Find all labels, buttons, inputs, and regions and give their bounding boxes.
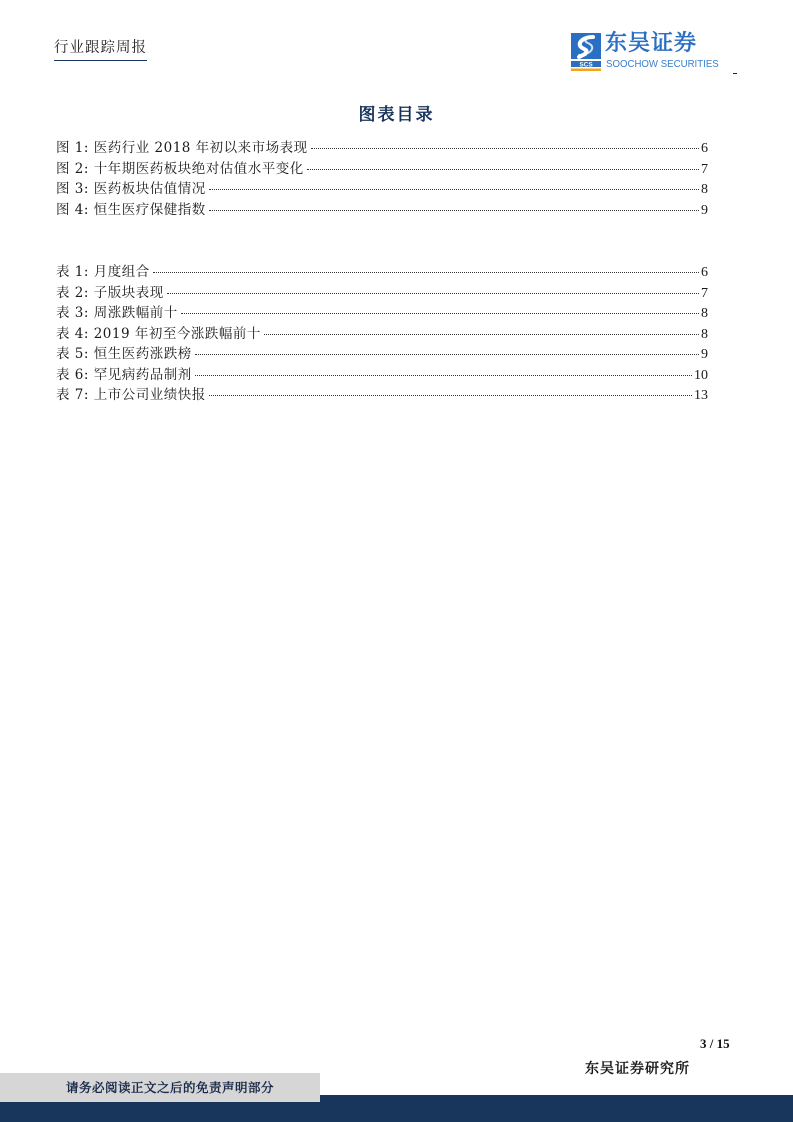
toc-entry-page: 8 [701,182,708,197]
svg-text:SCS: SCS [579,61,593,69]
toc-entry-figure-1[interactable] [56,138,708,159]
page-number: 3 / 15 [700,1036,730,1051]
logo-name-cn: 东吴证券 [605,31,698,56]
toc-entry-label: 表 2: 子版块表现 [56,284,164,301]
disclaimer-box [0,1073,320,1102]
scs-logo-icon [571,33,601,73]
toc-entry-label: 表 6: 罕见病药品制剂 [56,366,192,383]
toc-entry-label: 图 1: 医药行业 2018 年初以来市场表现 [56,140,308,156]
report-type-label: 行业跟踪周报 [54,38,147,61]
toc-entry-table-4[interactable] [56,324,708,345]
logo-name-en: SOOCHOW SECURITIES [606,58,719,70]
dot-leader [209,210,699,211]
company-logo [571,33,741,73]
toc-entry-page: 8 [701,326,708,342]
dot-leader [307,169,699,170]
toc-entry-table-7[interactable] [56,385,708,406]
dot-leader [195,354,699,355]
dot-leader [167,293,699,294]
disclaimer-text: 请务必阅读正文之后的免责声明部分 [66,1080,275,1095]
toc-entry-label: 表 3: 周涨跌幅前十 [56,305,178,321]
toc-entry-table-2[interactable] [56,283,708,304]
toc-entry-page: 7 [701,161,708,177]
dot-leader [209,189,699,190]
toc-entry-page: 6 [701,265,708,280]
table-list [56,262,708,406]
toc-entry-label: 图 4: 恒生医疗保健指数 [56,201,206,218]
toc-entry-label: 表 4: 2019 年初至今涨跌幅前十 [56,325,261,342]
toc-title: 图表目录 [358,105,435,125]
toc-entry-figure-3[interactable] [56,179,708,200]
toc-entry-label: 表 7: 上市公司业绩快报 [56,387,206,403]
toc-entry-page: 8 [701,306,708,321]
toc-entry-page: 9 [701,202,708,218]
dot-leader [195,375,692,376]
dot-leader [153,272,699,273]
toc-entry-figure-4[interactable] [56,200,708,221]
toc-entry-table-5[interactable] [56,344,708,365]
toc-entry-label: 表 5: 恒生医药涨跌榜 [56,346,192,362]
toc-entry-table-6[interactable] [56,365,708,386]
toc-entry-page: 13 [694,388,708,403]
dot-leader [264,334,699,335]
toc-entry-table-1[interactable] [56,262,708,283]
dot-leader [311,148,699,149]
toc-entry-figure-2[interactable] [56,159,708,180]
toc-entry-table-3[interactable] [56,303,708,324]
dot-leader [209,395,692,396]
toc-entry-page: 9 [701,347,708,362]
institute-name: 东吴证券研究所 [585,1061,690,1077]
header-dash [733,73,737,74]
toc-entry-label: 表 1: 月度组合 [56,264,150,280]
toc-entry-label: 图 2: 十年期医药板块绝对估值水平变化 [56,160,304,177]
toc-entry-page: 10 [694,367,708,383]
toc-entry-page: 7 [701,285,708,301]
figure-list [56,138,708,220]
dot-leader [181,313,699,314]
toc-entry-page: 6 [701,141,708,156]
toc-entry-label: 图 3: 医药板块估值情况 [56,181,206,197]
